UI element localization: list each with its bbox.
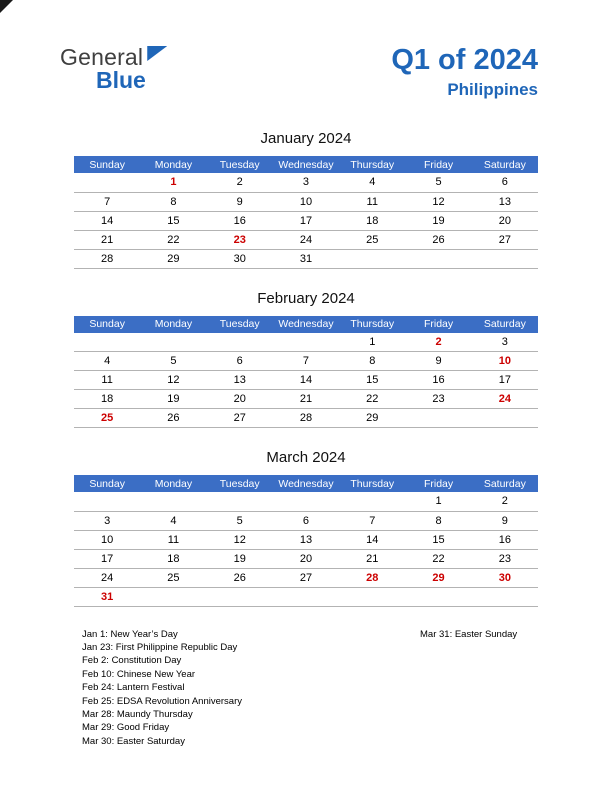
- day-cell-27: 27: [472, 230, 538, 249]
- day-cell-17: 17: [472, 371, 538, 390]
- logo-text-general: General: [60, 44, 144, 70]
- day-header-sunday: Sunday: [74, 316, 140, 333]
- day-cell-16: 16: [405, 371, 471, 390]
- month-title-february: February 2024: [257, 289, 355, 307]
- day-cell-4: 4: [339, 173, 405, 192]
- day-cell-11: 11: [74, 371, 140, 390]
- legend-column-right: [420, 628, 517, 641]
- week-row: [74, 249, 538, 268]
- empty-day-cell: [339, 587, 405, 606]
- day-cell-3: 3: [273, 173, 339, 192]
- day-header-tuesday: Tuesday: [207, 475, 273, 492]
- day-cell-11: 11: [140, 530, 206, 549]
- day-cell-9: 9: [207, 192, 273, 211]
- day-header-thursday: Thursday: [339, 156, 405, 173]
- day-cell-13: 13: [207, 371, 273, 390]
- day-cell-4: 4: [74, 352, 140, 371]
- day-cell-16: 16: [472, 530, 538, 549]
- empty-day-cell: [273, 587, 339, 606]
- day-cell-24: 24: [472, 390, 538, 409]
- day-cell-29: 29: [405, 568, 471, 587]
- day-cell-20: 20: [273, 549, 339, 568]
- general-blue-logo: [60, 46, 167, 93]
- day-cell-15: 15: [339, 371, 405, 390]
- day-header-monday: Monday: [140, 156, 206, 173]
- day-header-tuesday: Tuesday: [207, 156, 273, 173]
- week-row: [74, 173, 538, 192]
- day-header-friday: Friday: [405, 316, 471, 333]
- day-header-sunday: Sunday: [74, 156, 140, 173]
- day-cell-26: 26: [207, 568, 273, 587]
- empty-day-cell: [207, 333, 273, 352]
- empty-day-cell: [74, 173, 140, 192]
- empty-day-cell: [405, 249, 471, 268]
- legend-item: Feb 25: EDSA Revolution Anniversary: [82, 695, 243, 707]
- day-cell-9: 9: [472, 511, 538, 530]
- day-cell-13: 13: [273, 530, 339, 549]
- day-cell-21: 21: [273, 390, 339, 409]
- holiday-legend: [74, 628, 538, 749]
- day-cell-28: 28: [74, 249, 140, 268]
- day-cell-12: 12: [405, 192, 471, 211]
- day-cell-4: 4: [140, 511, 206, 530]
- week-row: [74, 333, 538, 352]
- day-header-tuesday: Tuesday: [207, 316, 273, 333]
- day-header-wednesday: Wednesday: [273, 475, 339, 492]
- empty-day-cell: [207, 587, 273, 606]
- day-cell-1: 1: [140, 173, 206, 192]
- week-row: [74, 211, 538, 230]
- day-cell-21: 21: [74, 230, 140, 249]
- day-cell-24: 24: [273, 230, 339, 249]
- day-cell-29: 29: [339, 409, 405, 428]
- day-cell-8: 8: [339, 352, 405, 371]
- day-cell-15: 15: [405, 530, 471, 549]
- empty-day-cell: [140, 333, 206, 352]
- day-cell-19: 19: [405, 211, 471, 230]
- day-cell-21: 21: [339, 549, 405, 568]
- empty-day-cell: [472, 587, 538, 606]
- day-cell-5: 5: [405, 173, 471, 192]
- week-row: [74, 549, 538, 568]
- empty-day-cell: [273, 492, 339, 511]
- legend-item: Mar 29: Good Friday: [82, 722, 170, 734]
- legend-item: Feb 24: Lantern Festival: [82, 682, 185, 694]
- february-day-header-row: [74, 316, 538, 333]
- day-cell-19: 19: [140, 390, 206, 409]
- day-cell-10: 10: [74, 530, 140, 549]
- day-cell-20: 20: [472, 211, 538, 230]
- empty-day-cell: [140, 492, 206, 511]
- empty-day-cell: [405, 409, 471, 428]
- week-row: [74, 371, 538, 390]
- day-cell-20: 20: [207, 390, 273, 409]
- day-cell-9: 9: [405, 352, 471, 371]
- calendar-content: [74, 130, 538, 748]
- empty-day-cell: [339, 249, 405, 268]
- day-cell-3: 3: [74, 511, 140, 530]
- day-cell-8: 8: [140, 192, 206, 211]
- day-header-monday: Monday: [140, 316, 206, 333]
- day-cell-17: 17: [74, 549, 140, 568]
- empty-day-cell: [273, 333, 339, 352]
- january-day-grid: [74, 173, 538, 268]
- empty-day-cell: [472, 249, 538, 268]
- day-cell-5: 5: [207, 511, 273, 530]
- week-row: [74, 530, 538, 549]
- day-header-saturday: Saturday: [472, 475, 538, 492]
- day-cell-18: 18: [74, 390, 140, 409]
- day-cell-18: 18: [339, 211, 405, 230]
- month-february: [74, 290, 538, 429]
- day-cell-31: 31: [74, 587, 140, 606]
- day-cell-14: 14: [339, 530, 405, 549]
- day-cell-2: 2: [405, 333, 471, 352]
- day-cell-22: 22: [339, 390, 405, 409]
- day-cell-8: 8: [405, 511, 471, 530]
- week-row: [74, 492, 538, 511]
- page-corner-mark: [0, 0, 13, 13]
- legend-item: Jan 1: New Year’s Day: [82, 628, 178, 640]
- day-cell-1: 1: [339, 333, 405, 352]
- day-cell-1: 1: [405, 492, 471, 511]
- week-row: [74, 390, 538, 409]
- empty-day-cell: [74, 492, 140, 511]
- legend-column-left: [82, 628, 538, 749]
- week-row: [74, 352, 538, 371]
- empty-day-cell: [74, 333, 140, 352]
- day-header-thursday: Thursday: [339, 316, 405, 333]
- logo-flag-icon: [147, 46, 167, 61]
- legend-item: Mar 30: Easter Saturday: [82, 735, 185, 747]
- day-cell-19: 19: [207, 549, 273, 568]
- day-cell-7: 7: [339, 511, 405, 530]
- day-cell-23: 23: [405, 390, 471, 409]
- day-cell-16: 16: [207, 211, 273, 230]
- day-cell-26: 26: [140, 409, 206, 428]
- week-row: [74, 409, 538, 428]
- day-cell-7: 7: [273, 352, 339, 371]
- day-header-wednesday: Wednesday: [273, 156, 339, 173]
- february-day-grid: [74, 333, 538, 428]
- day-cell-27: 27: [207, 409, 273, 428]
- day-cell-14: 14: [273, 371, 339, 390]
- day-header-saturday: Saturday: [472, 316, 538, 333]
- march-day-grid: [74, 492, 538, 606]
- day-cell-23: 23: [472, 549, 538, 568]
- day-cell-27: 27: [273, 568, 339, 587]
- day-cell-31: 31: [273, 249, 339, 268]
- day-cell-29: 29: [140, 249, 206, 268]
- day-cell-10: 10: [472, 352, 538, 371]
- day-header-friday: Friday: [405, 475, 471, 492]
- legend-item: Mar 28: Maundy Thursday: [82, 708, 193, 720]
- day-cell-6: 6: [273, 511, 339, 530]
- day-cell-25: 25: [74, 409, 140, 428]
- week-row: [74, 230, 538, 249]
- legend-item: Jan 23: First Philippine Republic Day: [82, 641, 238, 653]
- week-row: [74, 587, 538, 606]
- day-header-saturday: Saturday: [472, 156, 538, 173]
- day-cell-7: 7: [74, 192, 140, 211]
- week-row: [74, 511, 538, 530]
- day-cell-30: 30: [207, 249, 273, 268]
- march-calendar-table: [74, 475, 538, 607]
- legend-item: Feb 10: Chinese New Year: [82, 668, 196, 680]
- day-header-sunday: Sunday: [74, 475, 140, 492]
- day-cell-12: 12: [207, 530, 273, 549]
- day-cell-22: 22: [140, 230, 206, 249]
- march-day-header-row: [74, 475, 538, 492]
- day-cell-25: 25: [339, 230, 405, 249]
- day-cell-17: 17: [273, 211, 339, 230]
- page-title: Q1 of 2024: [391, 44, 538, 76]
- day-cell-12: 12: [140, 371, 206, 390]
- day-cell-23: 23: [207, 230, 273, 249]
- week-row: [74, 192, 538, 211]
- day-cell-26: 26: [405, 230, 471, 249]
- empty-day-cell: [207, 492, 273, 511]
- month-march: [74, 449, 538, 607]
- title-block: [391, 44, 538, 100]
- day-header-thursday: Thursday: [339, 475, 405, 492]
- day-cell-2: 2: [207, 173, 273, 192]
- day-cell-6: 6: [207, 352, 273, 371]
- legend-item: Mar 31: Easter Sunday: [420, 628, 518, 640]
- day-header-monday: Monday: [140, 475, 206, 492]
- month-title-january: January 2024: [260, 130, 352, 147]
- logo-text-blue: Blue: [96, 67, 146, 94]
- month-january: [74, 130, 538, 269]
- day-header-friday: Friday: [405, 156, 471, 173]
- page-subtitle: Philippines: [447, 80, 538, 99]
- day-header-wednesday: Wednesday: [273, 316, 339, 333]
- empty-day-cell: [405, 587, 471, 606]
- day-cell-5: 5: [140, 352, 206, 371]
- day-cell-3: 3: [472, 333, 538, 352]
- empty-day-cell: [339, 492, 405, 511]
- day-cell-2: 2: [472, 492, 538, 511]
- day-cell-18: 18: [140, 549, 206, 568]
- day-cell-13: 13: [472, 192, 538, 211]
- january-calendar-table: [74, 156, 538, 269]
- day-cell-22: 22: [405, 549, 471, 568]
- day-cell-11: 11: [339, 192, 405, 211]
- empty-day-cell: [140, 587, 206, 606]
- february-calendar-table: [74, 316, 538, 429]
- day-cell-28: 28: [273, 409, 339, 428]
- day-cell-30: 30: [472, 568, 538, 587]
- day-cell-28: 28: [339, 568, 405, 587]
- month-title-march: March 2024: [266, 449, 346, 466]
- january-day-header-row: [74, 156, 538, 173]
- day-cell-6: 6: [472, 173, 538, 192]
- day-cell-24: 24: [74, 568, 140, 587]
- day-cell-10: 10: [273, 192, 339, 211]
- day-cell-25: 25: [140, 568, 206, 587]
- week-row: [74, 568, 538, 587]
- legend-item: Feb 2: Constitution Day: [82, 655, 182, 667]
- empty-day-cell: [472, 409, 538, 428]
- logo-line-general: [60, 46, 167, 69]
- day-cell-15: 15: [140, 211, 206, 230]
- day-cell-14: 14: [74, 211, 140, 230]
